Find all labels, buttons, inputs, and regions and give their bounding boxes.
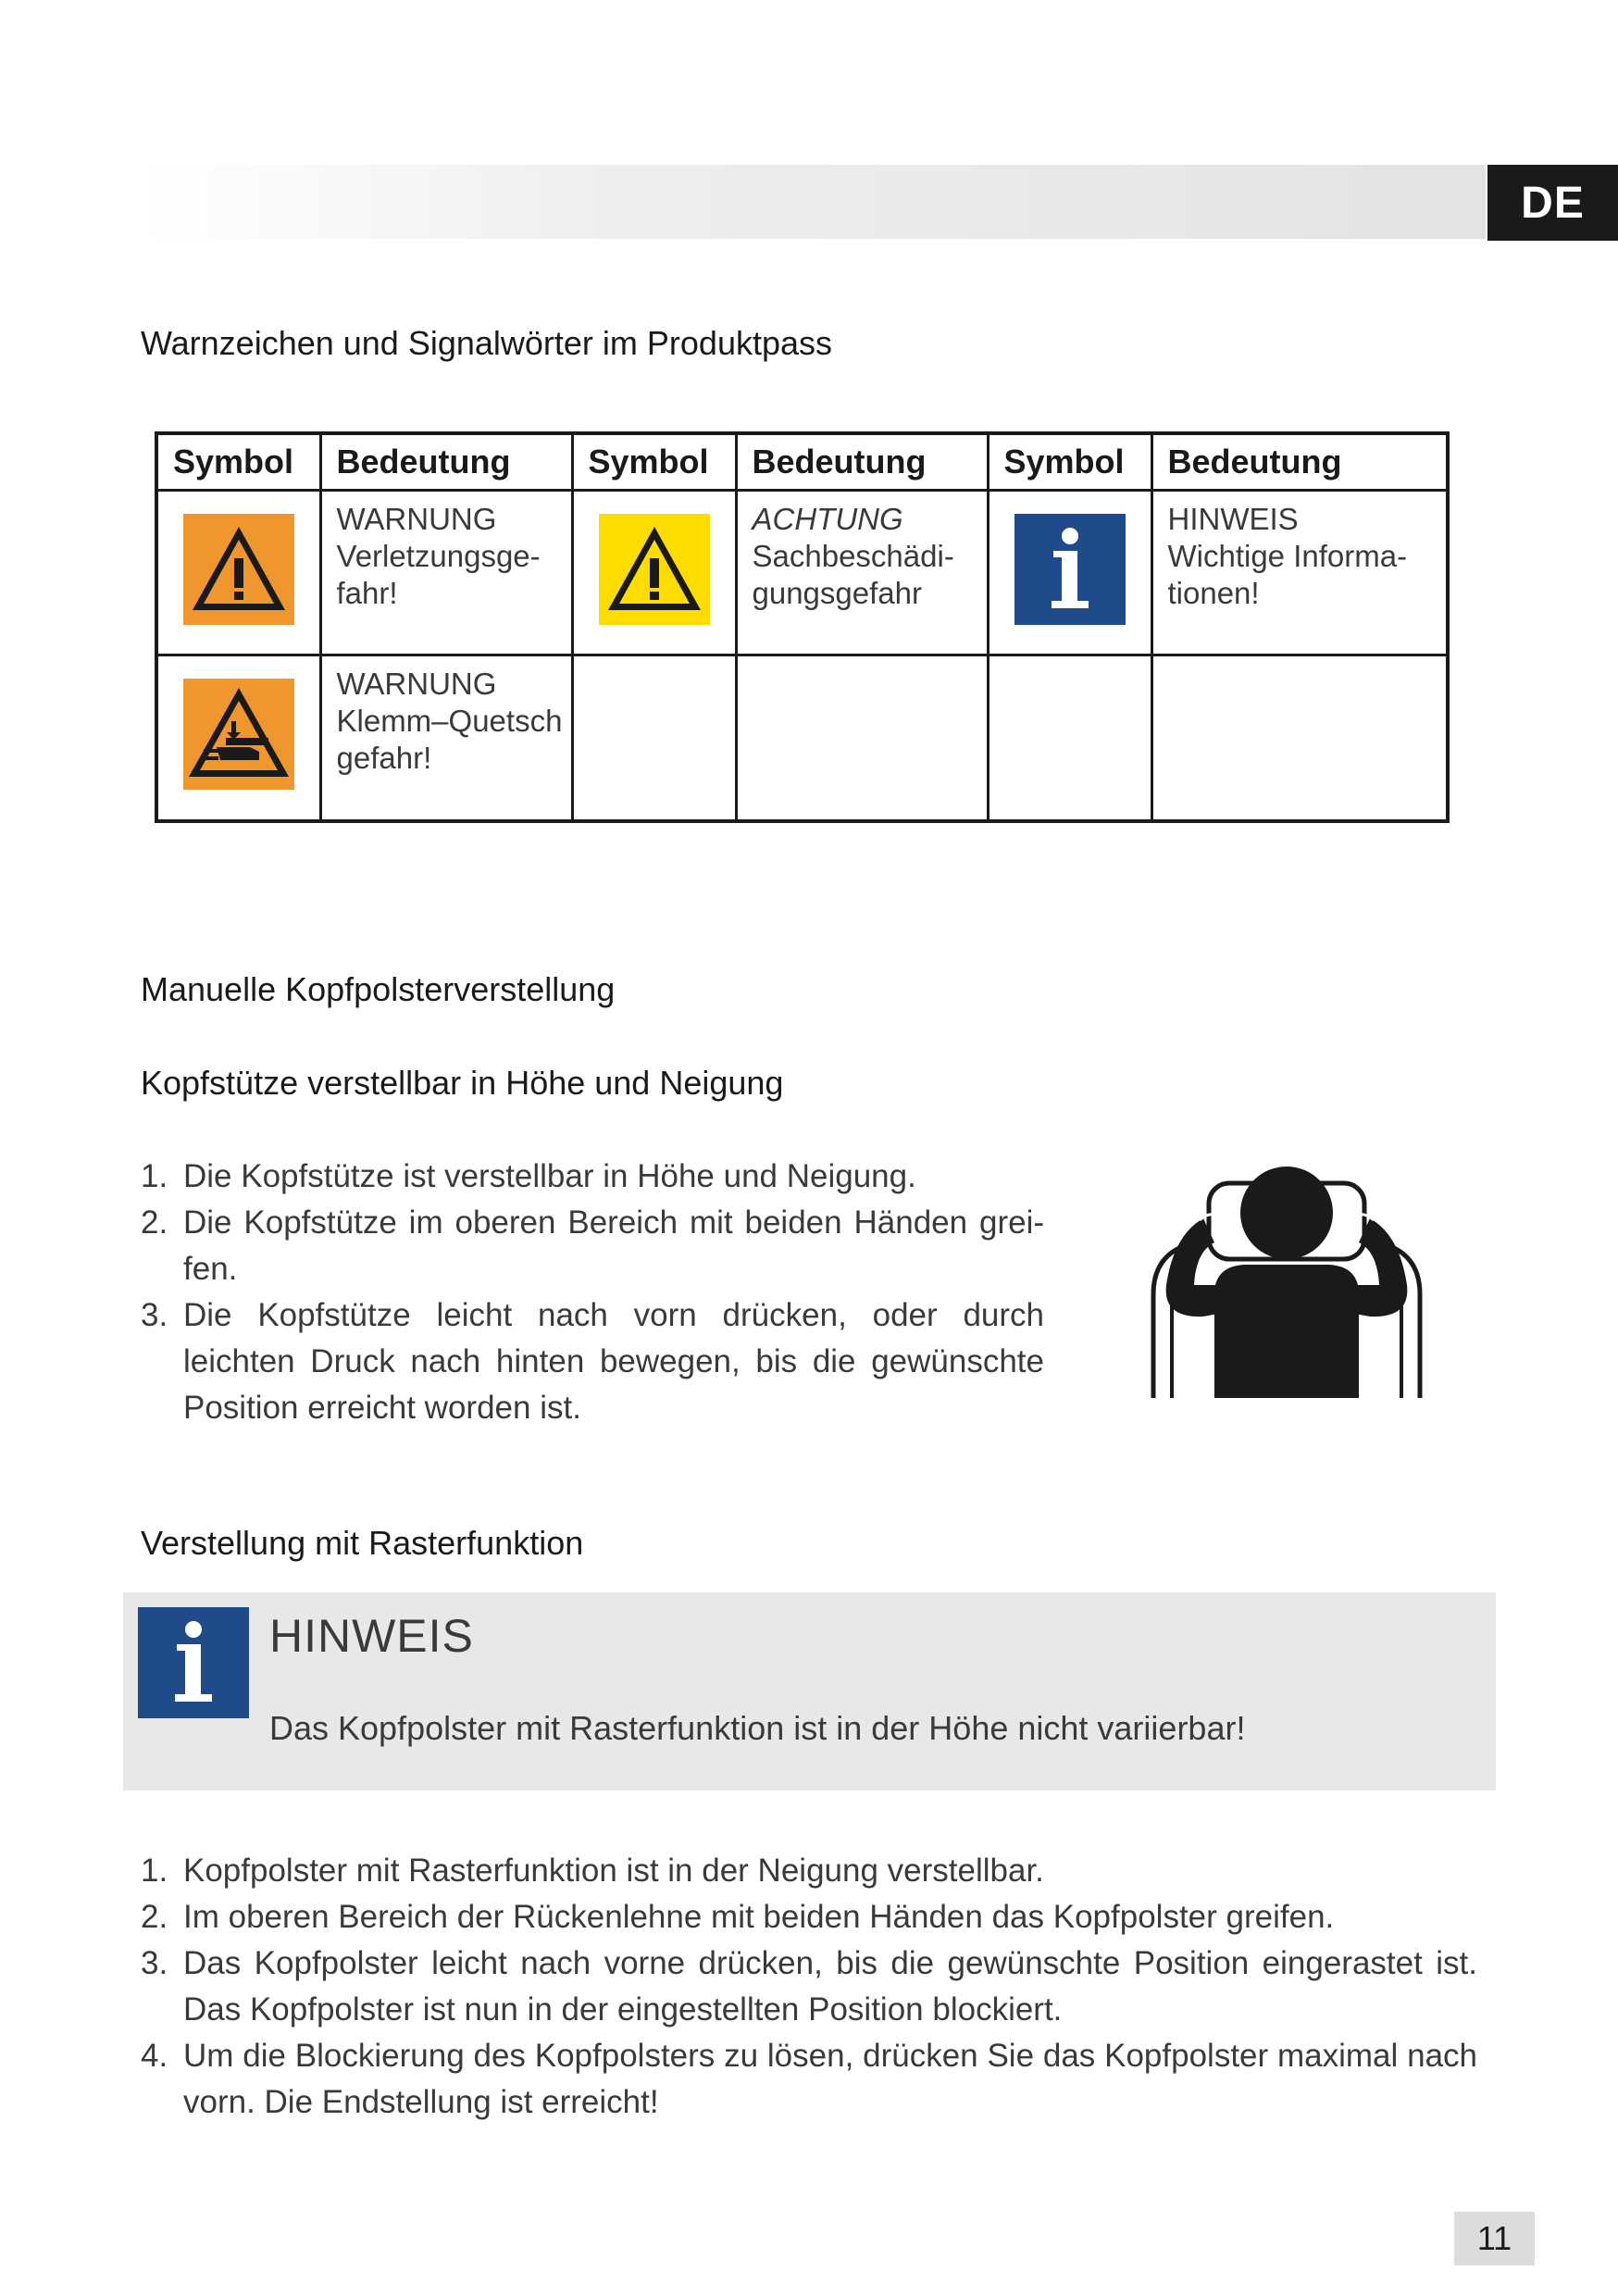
step-number: 2.: [141, 1899, 168, 1935]
list-item: [141, 1848, 1477, 1894]
signal-word: ACHTUNG: [752, 502, 903, 536]
list-item: [141, 1200, 1044, 1292]
hand-crush-warning-icon: [183, 679, 294, 790]
table-header: Bedeutung: [1151, 433, 1448, 491]
step-text: Um die Blockierung des Kopfpolsters zu lösen, drücken Sie das Kopfpolster maximal nach vorn. Die Endstellung ist erreicht!: [183, 2038, 1477, 2120]
step-text: Die Kopfstütze ist verstellbar in Höhe und Neigung.: [183, 1158, 916, 1194]
headrest-adjustment-illustration: [1148, 1155, 1425, 1405]
table-header: Bedeutung: [736, 433, 988, 491]
step-text: Kopfpolster mit Rasterfunktion ist in der Neigung verstellbar.: [183, 1853, 1044, 1889]
warning-yellow-icon: [599, 514, 710, 625]
list-item: [141, 1940, 1477, 2033]
section-title-raster: Verstellung mit Rasterfunktion: [141, 1524, 584, 1562]
symbol-cell: [572, 491, 736, 655]
table-header: Bedeutung: [320, 433, 572, 491]
list-item: [141, 1292, 1044, 1431]
meaning-text: Sachbeschädi-: [752, 539, 954, 573]
empty-cell: [988, 655, 1151, 822]
symbol-cell: [988, 491, 1151, 655]
symbol-cell: [156, 491, 320, 655]
warning-orange-icon: [183, 514, 294, 625]
hinweis-note-box: [123, 1592, 1496, 1791]
meaning-cell: [320, 491, 572, 655]
list-item: [141, 1894, 1477, 1940]
symbol-cell: [156, 655, 320, 822]
step-text: Die Kopfstütze im oberen Bereich mit beiden Händen grei- fen.: [183, 1204, 1044, 1287]
header-gradient-bar: [148, 165, 1486, 239]
list-item: [141, 2033, 1477, 2126]
meaning-text: Wichtige Informa-: [1167, 539, 1408, 573]
language-tab: DE: [1487, 165, 1618, 241]
raster-steps-list: [141, 1848, 1477, 2126]
step-number: 3.: [141, 1945, 168, 1981]
step-number: 4.: [141, 2038, 168, 2074]
table-row: [156, 491, 1448, 655]
meaning-text: gefahr!: [336, 741, 432, 775]
section-title-headrest: Manuelle Kopfpolsterverstellung: [141, 970, 616, 1008]
section-title-warning-signs: Warnzeichen und Signalwörter im Produktpass: [141, 324, 833, 362]
empty-cell: [572, 655, 736, 822]
step-text: Das Kopfpolster leicht nach vorne drücken, bis die gewünschte Position eingerastet ist. Das Kopfpolster ist nun in der eingestellten Position blockiert.: [183, 1945, 1477, 2028]
table-header: Symbol: [572, 433, 736, 491]
step-number: 3.: [141, 1297, 168, 1333]
meaning-text: Verletzungsge-: [336, 539, 541, 573]
meaning-cell: [736, 491, 988, 655]
warning-symbol-table: [155, 431, 1450, 823]
table-header: Symbol: [988, 433, 1151, 491]
step-number: 1.: [141, 1853, 168, 1889]
meaning-cell: [320, 655, 572, 822]
table-row: [156, 655, 1448, 822]
note-text: Das Kopfpolster mit Rasterfunktion ist in der Höhe nicht variierbar!: [269, 1709, 1246, 1747]
signal-word: WARNUNG: [336, 667, 497, 701]
step-text: Im oberen Bereich der Rückenlehne mit beiden Händen das Kopfpolster greifen.: [183, 1899, 1335, 1935]
step-number: 1.: [141, 1158, 168, 1194]
table-header-row: [156, 433, 1448, 491]
signal-word: WARNUNG: [336, 502, 497, 536]
empty-cell: [1151, 655, 1448, 822]
meaning-text: gungsgefahr: [752, 576, 922, 610]
step-text: Die Kopfstütze leicht nach vorn drücken, oder durch leichten Druck nach hinten bewegen, bis die gewünschte Position erreicht worden ist.: [183, 1297, 1044, 1426]
meaning-text: fahr!: [336, 576, 398, 610]
meaning-text: tionen!: [1167, 576, 1260, 610]
empty-cell: [736, 655, 988, 822]
note-title: HINWEIS: [269, 1610, 474, 1662]
page-number: 11: [1454, 2212, 1535, 2265]
headrest-steps-list: [141, 1154, 1044, 1431]
table-header: Symbol: [156, 433, 320, 491]
meaning-cell: [1151, 491, 1448, 655]
signal-word: HINWEIS: [1167, 502, 1299, 536]
section-subtitle-headrest: Kopfstütze verstellbar in Höhe und Neigung: [141, 1064, 784, 1102]
list-item: [141, 1154, 1044, 1200]
meaning-text: Klemm–Quetsch: [336, 704, 563, 738]
step-number: 2.: [141, 1204, 168, 1241]
info-icon: [138, 1607, 249, 1718]
info-icon: [1014, 514, 1126, 625]
